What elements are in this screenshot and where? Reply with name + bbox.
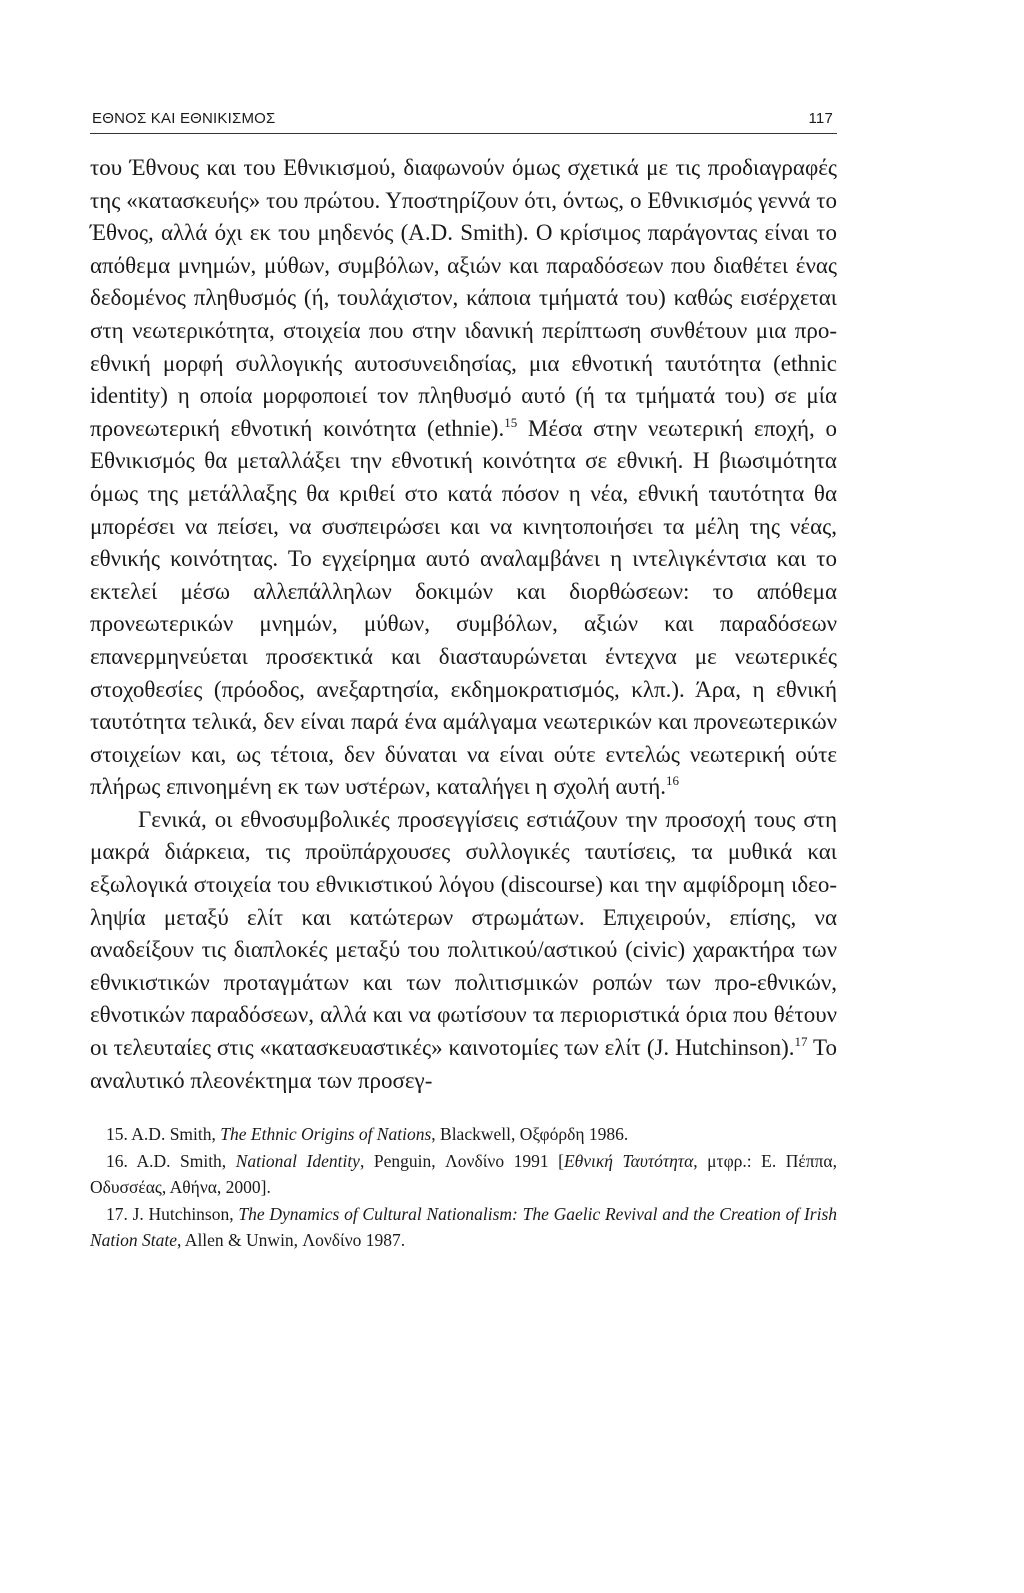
footnote-15: 15. A.D. Smith, The Ethnic Origins of Nations, Blackwell, Οξφόρδη 1986. bbox=[106, 1124, 629, 1145]
footnote-ref-16: 16 bbox=[666, 773, 679, 789]
footnote-17: 17. J. Hutchinson, The Dynamics of Cultural Nationalism: The Gaelic Revival and the Creation of Irish Nation State, Allen & Unwin, Λονδίνο 1987. bbox=[90, 1203, 838, 1251]
paragraph-2-part-b: Το αναλυτικό πλεονέκτημα των προσεγ- bbox=[90, 1035, 837, 1093]
paragraph-2-part-a: Γενικά, οι εθνοσυμβολικές προσεγγίσεις εστιάζουν την προσοχή τους στη μακρά διάρκεια, τις προϋπάρχουσες συλλογικές ταυτίσεις, τα μυθικά και εξωλογικά στοιχεία του εθνικιστικού λόγου (discourse) και την αμφίδρομη ιδεο-ληψία μεταξύ ελίτ και κατώτερων στρωμάτων. Επιχειρούν, επίσης, να αναδείξουν τις διαπλοκές μεταξύ του πολιτικού/αστικού (civic) χαρακτήρα των εθνικιστικών προταγμάτων και των πολιτισμικών ροπών των προ-εθνικών, εθνοτικών παραδόσεων, αλλά και να φωτίσουν τα περιοριστικά όρια που θέτουν οι τελευταίες στις «κατασκευαστικές» καινοτομίες των ελίτ (J. Hutchinson). bbox=[90, 806, 837, 1061]
footnote-16: 16. A.D. Smith, National Identity, Penguin, Λονδίνο 1991 [Εθνική Ταυτότητα, μτφρ.: Ε. Πέππα, Οδυσσέας, Αθήνα, 2000]. bbox=[90, 1150, 837, 1198]
footnotes bbox=[90, 1121, 837, 1254]
running-header bbox=[90, 110, 837, 134]
page-number: 117 bbox=[808, 110, 833, 127]
footnote-ref-17: 17 bbox=[794, 1034, 808, 1050]
paragraph-1-part-b: Μέσα στην νεωτερική εποχή, ο Εθνικισμός θα μεταλλάξει την εθνοτική κοινότητα σε εθνική. Η βιωσιμότητα όμως της μετάλλαξης θα κριθεί στο κατά πόσον η νέα, εθνική ταυτότητα θα μπορέσει να πείσει, να συσπειρώσει και να κινητοποιήσει τα μέλη της νέας, εθνικής κοινότητας. Το εγχείρημα αυτό αναλαμβάνει η ιντελιγκέντσια και το εκτελεί μέσω αλλεπάλληλων δοκιμών και διορθώσεων: το απόθεμα προνεωτερικών μνημών, μύθων, συμβόλων, αξιών και παραδόσεων επανερμηνεύεται προσεκτικά και διασταυρώνεται έντεχνα με νεωτερικές στοχοθεσίες (πρόοδος, ανεξαρτησία, εκδημοκρατισμός, κλπ.). Άρα, η εθνική ταυτότητα τελικά, δεν είναι παρά ένα αμάλγαμα νεωτερικών και προνεωτερικών στοιχείων και, ως τέτοια, δεν δύναται να είναι ούτε εντελώς νεωτερική ούτε πλήρως επινοημένη εκ των υστέρων, καταλήγει η σχολή αυτή. bbox=[90, 415, 837, 800]
book-page bbox=[90, 110, 837, 1254]
paragraph-2 bbox=[90, 804, 837, 1097]
paragraph-1-part-a: του Έθνους και του Εθνικισμού, διαφωνούν όμως σχετικά με τις προδιαγραφές της «κατασκευής» του πρώτου. Υποστηρίζουν ότι, όντως, ο Εθνικισμός γεννά το Έθνος, αλλά όχι εκ του μηδενός (A.D. Smith). Ο κρίσιμος παράγοντας είναι το απόθεμα μνημών, μύθων, συμβόλων, αξιών και παραδόσεων που διαθέτει ένας δεδομένος πληθυσμός (ή, τουλάχιστον, κάποια τμήματά του) καθώς εισέρχεται στη νεωτερικότητα, στοιχεία που στην ιδανική περίπτωση συνθέτουν μια προ-εθνική μορφή συλλογικής αυτοσυνειδησίας, μια εθνοτική ταυτότητα (ethnic identity) η οποία μορφοποιεί τον πληθυσμό αυτό (ή τα τμήματά του) σε μία προνεωτερική εθνοτική κοινότητα (ethnie). bbox=[90, 155, 837, 441]
main-text bbox=[90, 152, 837, 1097]
paragraph-1 bbox=[90, 152, 837, 804]
running-title: ΕΘΝΟΣ ΚΑΙ ΕΘΝΙΚΙΣΜΟΣ bbox=[92, 110, 276, 127]
footnote-ref-15: 15 bbox=[504, 414, 518, 430]
